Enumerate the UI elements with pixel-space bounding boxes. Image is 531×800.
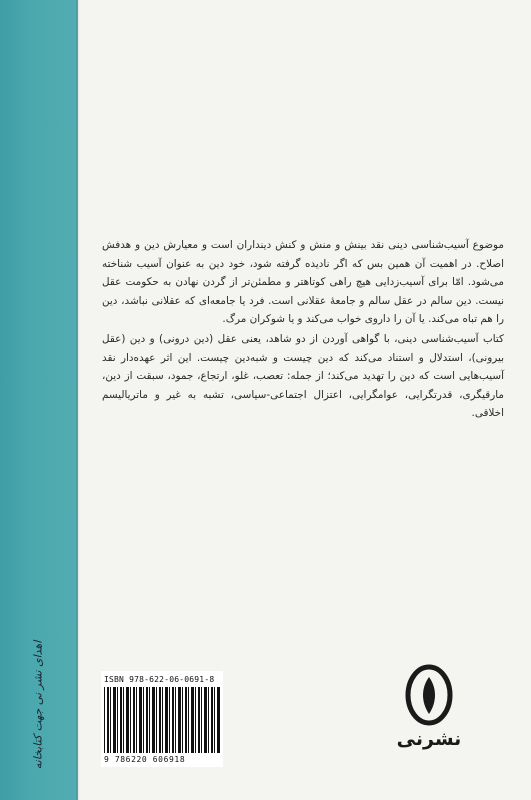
publisher-logo-icon: [404, 664, 454, 726]
barcode-bars: [104, 687, 220, 753]
blurb-paragraph: موضوع آسیب‌شناسی دینی نقد بینش و منش و کنش دینداران است و معیارش دین و هدفش اصلاح. در اهمیت آن همین بس که اگر نادیده گرفته شود، خود دین به عنوان آسیب شناخته می‌شود. امّا برای آسیب‌زدایی هیچ راهی کوتاهتر و مطمئن‌تر از گردن نهادن به حکومت عقل نیست. دین سالم در عقل سالم و جامعهٔ عقلانی است. فرد یا جامعه‌ای که عقلانی نباشد، دین را هم تباه می‌کند. یا آن را داروی خواب می‌کند و یا شوکران مرگ.: [102, 239, 504, 326]
back-cover-blurb: [102, 236, 504, 423]
publisher-name: نشرنی: [396, 728, 462, 750]
isbn-label: ISBN 978-622-06-0691-8: [104, 675, 215, 684]
barcode-digits: 9 786220 606918: [104, 755, 186, 764]
spine-shadow: [76, 0, 80, 800]
handwritten-note: اهدای نشر نی جهت کتابخانه: [31, 640, 45, 770]
blurb-paragraph: کتاب آسیب‌شناسی دینی، با گواهی آوردن از دو شاهد، یعنی عقل (دین درونی) و دین (عقل بیرونی)، استدلال و استناد می‌کند که دین چیست و شبه‌دین چیست. این اثر عهده‌دار نقد آسیب‌هایی است که دین را تهدید می‌کند؛ از جمله: تعصب، غلو، ارتجاع، جمود، سبقت از دین، مارقیگری، قدرتگرایی، عوامگرایی، اعتزال اجتماعی-سیاسی، تشبه به غیر و ماتریالیسم اخلاقی.: [102, 332, 504, 420]
